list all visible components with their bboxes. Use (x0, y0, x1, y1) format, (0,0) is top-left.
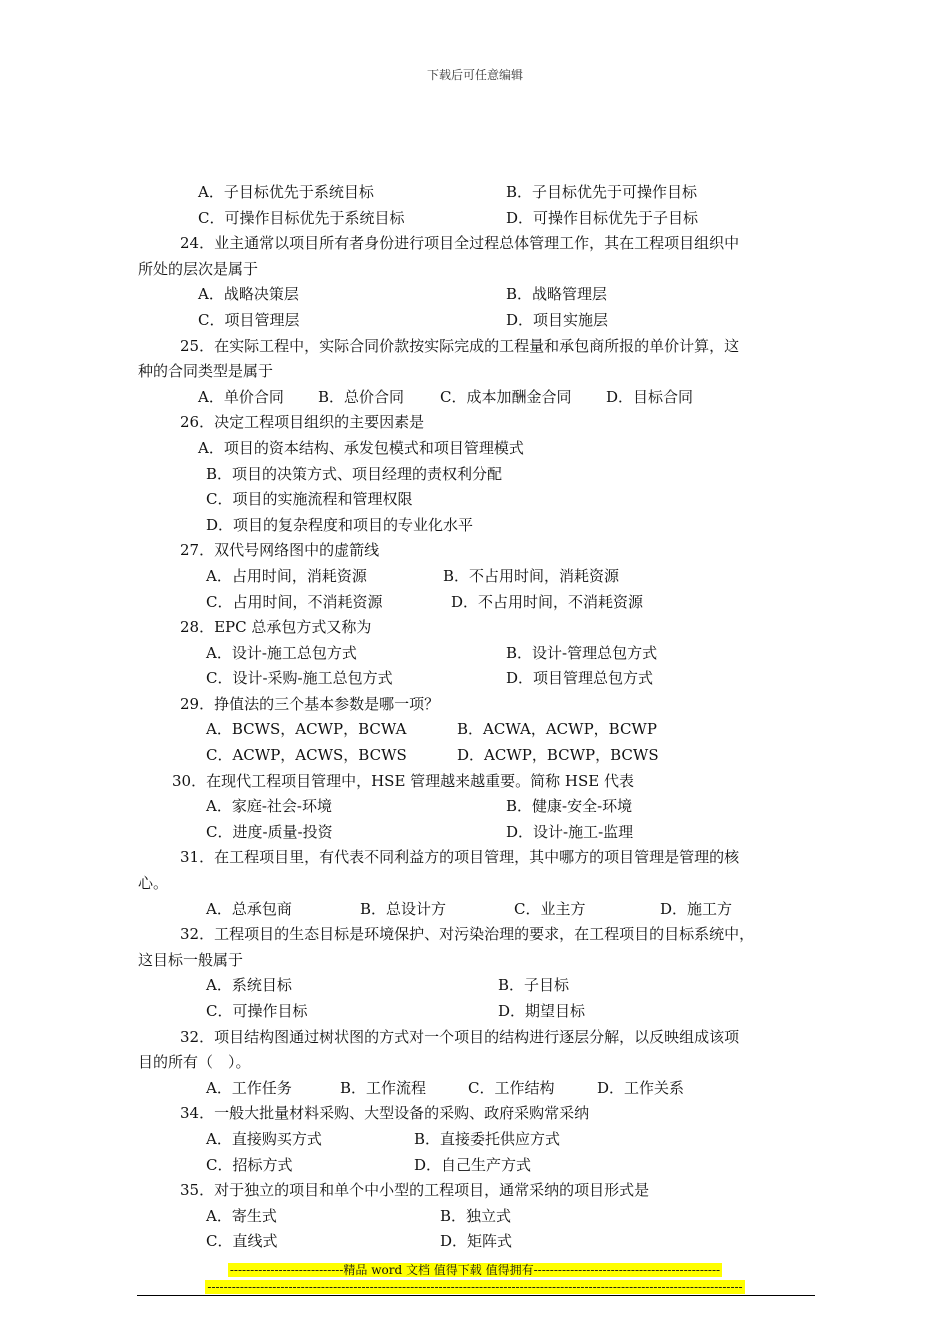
text-segment: A．系统目标 (206, 976, 292, 995)
text-line (0, 1050, 950, 1076)
text-segment: 24．业主通常以项目所有者身份进行项目全过程总体管理工作，其在工程项目组织中 (180, 234, 740, 253)
text-line (0, 794, 950, 820)
text-segment: D．项目管理总包方式 (506, 669, 654, 688)
text-segment: B．子目标优先于可操作目标 (506, 183, 698, 201)
document-body (0, 180, 950, 1255)
text-line (0, 743, 950, 769)
text-segment: 35．对于独立的项目和单个中小型的工程项目，通常采纳的项目形式是 (180, 1181, 650, 1200)
text-line (0, 564, 950, 590)
text-segment: A．项目的资本结构、承发包模式和项目管理模式 (198, 438, 524, 457)
text-line (0, 717, 950, 743)
text-line (0, 590, 950, 616)
text-segment: C．设计-采购-施工总包方式 (206, 669, 393, 688)
text-segment: B．健康-安全-环境 (506, 797, 633, 816)
text-segment: 30．在现代工程项目管理中，HSE 管理越来越重要。简称 HSE 代表 (172, 771, 635, 790)
text-segment: A．直接购买方式 (206, 1129, 322, 1148)
text-segment: D．不占用时间，不消耗资源 (451, 592, 644, 611)
text-line (0, 231, 950, 257)
text-line (0, 1076, 950, 1102)
text-segment: B．总价合同 (318, 387, 405, 406)
text-line (0, 282, 950, 308)
text-line (0, 359, 950, 385)
text-segment: 心。 (138, 874, 169, 893)
text-segment: A．BCWS，ACWP，BCWA (206, 720, 407, 739)
text-line (0, 180, 950, 206)
text-segment: 这目标一般属于 (138, 950, 244, 969)
text-segment: 32．项目结构图通过树状图的方式对一个项目的结构进行逐层分解，以反映组成该项 (180, 1027, 740, 1046)
text-segment: B．子目标 (498, 976, 570, 995)
text-segment: D．矩阵式 (440, 1232, 513, 1251)
text-line (0, 487, 950, 513)
text-segment: D．ACWP，BCWP，BCWS (457, 746, 659, 765)
text-line (0, 334, 950, 360)
text-line (0, 641, 950, 667)
text-segment: A．工作任务 (206, 1078, 292, 1097)
text-line (0, 385, 950, 411)
text-line (0, 1229, 950, 1255)
text-segment: B．项目的决策方式、项目经理的责权利分配 (206, 464, 503, 483)
text-segment: 28．EPC 总承包方式又称为 (180, 618, 372, 637)
text-segment: C．业主方 (514, 899, 586, 918)
text-line (0, 1101, 950, 1127)
text-segment: A．总承包商 (206, 899, 292, 918)
text-line (0, 973, 950, 999)
text-segment: 26．决定工程项目组织的主要因素是 (180, 413, 425, 432)
text-line (0, 692, 950, 718)
text-segment: D．工作关系 (597, 1078, 685, 1097)
text-segment: C．占用时间，不消耗资源 (206, 592, 383, 611)
text-segment: B．战略管理层 (506, 285, 608, 304)
text-segment: 27．双代号网络图中的虚箭线 (180, 541, 380, 560)
text-line (0, 308, 950, 334)
text-segment: B．不占用时间，消耗资源 (443, 566, 620, 585)
text-segment: D．可操作目标优先于子目标 (506, 208, 699, 227)
text-segment: A．战略决策层 (198, 285, 299, 304)
text-segment: C．ACWP，ACWS，BCWS (206, 746, 407, 765)
text-segment: B．直接委托供应方式 (414, 1129, 561, 1148)
footer-banner-dashes (0, 1279, 950, 1296)
text-line (0, 948, 950, 974)
text-segment: B．总设计方 (360, 899, 447, 918)
text-line (0, 820, 950, 846)
text-segment: 29．挣值法的三个基本参数是哪一项？ (180, 694, 440, 713)
text-segment: A．占用时间，消耗资源 (206, 566, 367, 585)
text-segment: 目的所有（ ）。 (138, 1053, 251, 1072)
text-segment: D．目标合同 (606, 387, 694, 406)
text-segment: C．直线式 (206, 1232, 278, 1251)
text-segment: C．可操作目标 (206, 1002, 308, 1020)
text-segment: 31．在工程项目里，有代表不同利益方的项目管理，其中哪方的项目管理是管理的核 (180, 848, 740, 867)
text-line (0, 410, 950, 436)
footer-banner-text: ----------------------------精品 word 文档 值得下载 值得拥有---------------------------------------------- (229, 1263, 721, 1277)
text-line (0, 897, 950, 923)
text-line (0, 1153, 950, 1179)
text-segment: 25．在实际工程中，实际合同价款按实际完成的工程量和承包商所报的单价计算，这 (180, 336, 740, 355)
text-line (0, 845, 950, 871)
text-segment: C．成本加酬金合同 (440, 387, 572, 406)
text-segment: D．设计-施工-监理 (506, 822, 634, 841)
text-line (0, 871, 950, 897)
text-segment: A．单价合同 (198, 387, 284, 406)
text-segment: C．项目的实施流程和管理权限 (206, 490, 413, 509)
text-line (0, 999, 950, 1025)
text-segment: A．家庭-社会-环境 (206, 797, 332, 816)
text-segment: D．期望目标 (498, 1002, 586, 1020)
text-line (0, 1025, 950, 1051)
text-line (0, 666, 950, 692)
text-segment: A．寄生式 (206, 1206, 277, 1225)
text-line (0, 513, 950, 539)
text-segment: D．项目实施层 (506, 310, 609, 329)
footer-divider (137, 1295, 815, 1296)
text-segment: A．子目标优先于系统目标 (198, 183, 374, 201)
text-segment: 所处的层次是属于 (138, 259, 259, 278)
text-segment: D．项目的复杂程度和项目的专业化水平 (206, 515, 474, 534)
text-line (0, 769, 950, 795)
footer-banner (0, 1262, 950, 1279)
text-segment: 34．一般大批量材料采购、大型设备的采购、政府采购常采纳 (180, 1104, 590, 1123)
page-header: 下载后可任意编辑 (426, 68, 523, 82)
text-line (0, 257, 950, 283)
text-line (0, 206, 950, 232)
text-segment: C．项目管理层 (198, 310, 300, 329)
text-segment: D．自己生产方式 (414, 1155, 532, 1174)
text-segment: B．工作流程 (340, 1078, 427, 1097)
text-segment: C．工作结构 (468, 1078, 555, 1097)
text-segment: C．招标方式 (206, 1155, 293, 1174)
footer-banner-dashes-text: ------------------------------------------------------------------------------------------------------------------------------------ (207, 1280, 743, 1294)
text-line (0, 922, 950, 948)
text-line (0, 1178, 950, 1204)
text-line (0, 615, 950, 641)
text-line (0, 538, 950, 564)
text-segment: C．可操作目标优先于系统目标 (198, 208, 405, 227)
text-segment: C．进度-质量-投资 (206, 822, 333, 841)
text-segment: 种的合同类型是属于 (138, 362, 274, 381)
text-segment: B．设计-管理总包方式 (506, 643, 658, 662)
text-line (0, 436, 950, 462)
text-segment: B．ACWA，ACWP，BCWP (457, 720, 657, 739)
text-line (0, 1127, 950, 1153)
text-segment: D．施工方 (660, 899, 733, 918)
text-segment: 32．工程项目的生态目标是环境保护、对污染治理的要求，在工程项目的目标系统中， (180, 925, 755, 944)
text-line (0, 462, 950, 488)
text-segment: A．设计-施工总包方式 (206, 643, 357, 662)
text-line (0, 1204, 950, 1230)
text-segment: B．独立式 (440, 1206, 512, 1225)
